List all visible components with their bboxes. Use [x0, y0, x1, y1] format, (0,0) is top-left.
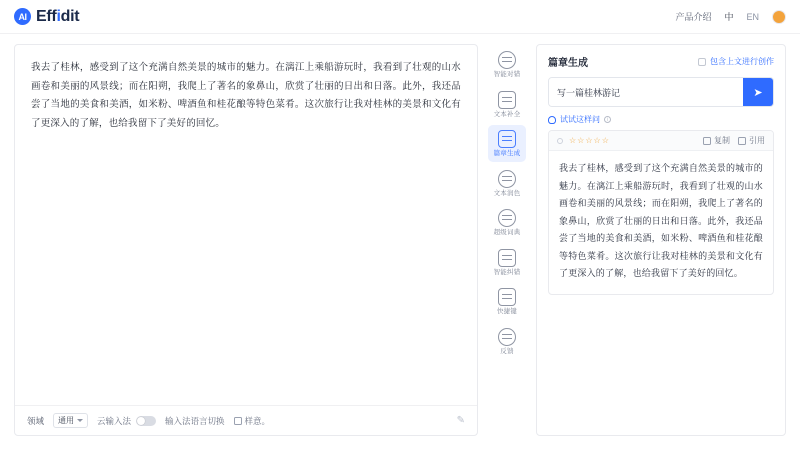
checkbox-icon: [698, 58, 706, 66]
editor-card: [14, 44, 478, 436]
pen-icon[interactable]: ✎: [456, 415, 465, 426]
prompt-row: [548, 77, 774, 107]
quote-label: 引用: [749, 136, 765, 145]
super-dictionary-icon: [498, 209, 516, 227]
feedback-icon: [498, 328, 516, 346]
rail-item-text-completion[interactable]: [488, 86, 526, 123]
product-intro-link[interactable]: 产品介绍: [675, 12, 712, 22]
workspace: [0, 34, 800, 450]
rail-item-text-polish[interactable]: [488, 165, 526, 202]
quote-icon: [738, 137, 746, 145]
article-generation-panel: [536, 44, 786, 436]
lang-zh-button[interactable]: 中: [724, 12, 734, 22]
rail-item-label: 文本补全: [493, 110, 521, 118]
panel-title: 篇章生成: [548, 58, 588, 69]
chevron-down-icon: [77, 419, 83, 422]
editor-toolbar: [15, 405, 477, 435]
copy-icon: [703, 137, 711, 145]
rating-stars[interactable]: ☆☆☆☆☆: [569, 136, 610, 145]
sample-button[interactable]: [234, 415, 271, 427]
try-sample-label: 试试这样问: [560, 115, 600, 124]
copy-label: 复制: [714, 136, 730, 145]
lang-en-button[interactable]: EN: [746, 11, 759, 22]
brand-logo[interactable]: [14, 8, 79, 26]
drag-handle-icon[interactable]: [557, 138, 563, 144]
rail-item-super-dictionary[interactable]: [488, 204, 526, 241]
article-generation-icon: [498, 130, 516, 148]
rail-item-smart-error[interactable]: [488, 244, 526, 281]
panel-header: [537, 45, 785, 75]
bulb-icon: [548, 116, 556, 124]
rail-item-shortcut[interactable]: [488, 283, 526, 320]
rail-item-label: 快捷键: [496, 308, 518, 315]
try-sample-link[interactable]: [537, 107, 785, 130]
domain-select-value: 通用: [58, 416, 75, 425]
domain-label: 领域: [27, 415, 45, 426]
input-switch-label: 输入法语言切换: [165, 415, 225, 426]
text-polish-icon: [498, 170, 516, 188]
include-context-label: 包含上文进行创作: [710, 57, 774, 66]
prompt-input[interactable]: [549, 78, 743, 106]
shortcut-icon: [498, 288, 516, 306]
tool-rail: [484, 44, 530, 436]
cloud-input-toggle[interactable]: [97, 415, 156, 427]
quote-button[interactable]: [738, 135, 765, 146]
top-bar: [0, 0, 800, 34]
avatar[interactable]: [772, 10, 786, 24]
rail-item-article-generation[interactable]: [488, 125, 526, 162]
domain-select[interactable]: [53, 413, 88, 428]
brand-mark-icon: AI: [14, 8, 31, 25]
result-text[interactable]: 我去了桂林，感受到了这个充满自然美景的城市的魅力。在漓江上乘船游玩时，我看到了壮观的山水画卷和美丽的风景线；而在阳朔，我爬上了著名的象鼻山，欣赏了壮丽的日出和日落。此外，我还品尝了当地的美食和美酒，如米粉、啤酒鱼和桂花酿等特色菜肴。这次旅行让我对桂林的美景和文化有了更深入的了解，也给我留下了美好的回忆。: [559, 163, 763, 279]
cloud-input-label: 云输入法: [97, 415, 132, 426]
rail-item-label: 文本润色: [493, 189, 521, 197]
include-context-checkbox[interactable]: [698, 56, 774, 67]
editor-text[interactable]: 我去了桂林，感受到了这个充满自然美景的城市的魅力。在漓江上乘船游玩时，我看到了壮观的山水画卷和美丽的风景线；而在阳朔，我爬上了著名的象鼻山，欣赏了壮丽的日出和日落。此外，我还品尝了当地的美食和美酒，如米粉、啤酒鱼和桂花酿等特色菜肴。这次旅行让我对桂林的美景和文化有了更深入的了解，也给我留下了美好的回忆。: [31, 62, 461, 129]
result-actions: [703, 135, 765, 146]
text-completion-icon: [498, 91, 516, 109]
rail-item-label: 反馈: [500, 347, 514, 355]
result-card: [548, 130, 774, 295]
smart-error-icon: [498, 249, 516, 267]
cloud-input-switch[interactable]: [136, 416, 156, 426]
copy-button[interactable]: [703, 135, 730, 146]
send-button[interactable]: ➤: [743, 78, 773, 106]
sample-label: 样意。: [244, 415, 271, 426]
switch-knob: [137, 417, 145, 425]
info-icon[interactable]: i: [604, 116, 611, 123]
rail-item-label: 智能对错: [493, 71, 521, 78]
result-header: [549, 131, 773, 151]
rail-item-label: 篇章生成: [493, 150, 521, 157]
top-bar-actions: [675, 10, 786, 24]
editor-body[interactable]: [15, 45, 477, 405]
brand-name: Effidit: [36, 7, 80, 25]
rail-item-label: 智能纠错: [493, 268, 521, 276]
rail-item-feedback[interactable]: [488, 323, 526, 360]
sample-icon: [234, 417, 242, 425]
input-language-switch[interactable]: [165, 415, 225, 427]
rail-item-smart-correction[interactable]: [488, 46, 526, 83]
rail-item-label: 超级词典: [493, 229, 521, 236]
smart-correction-icon: [498, 51, 516, 69]
